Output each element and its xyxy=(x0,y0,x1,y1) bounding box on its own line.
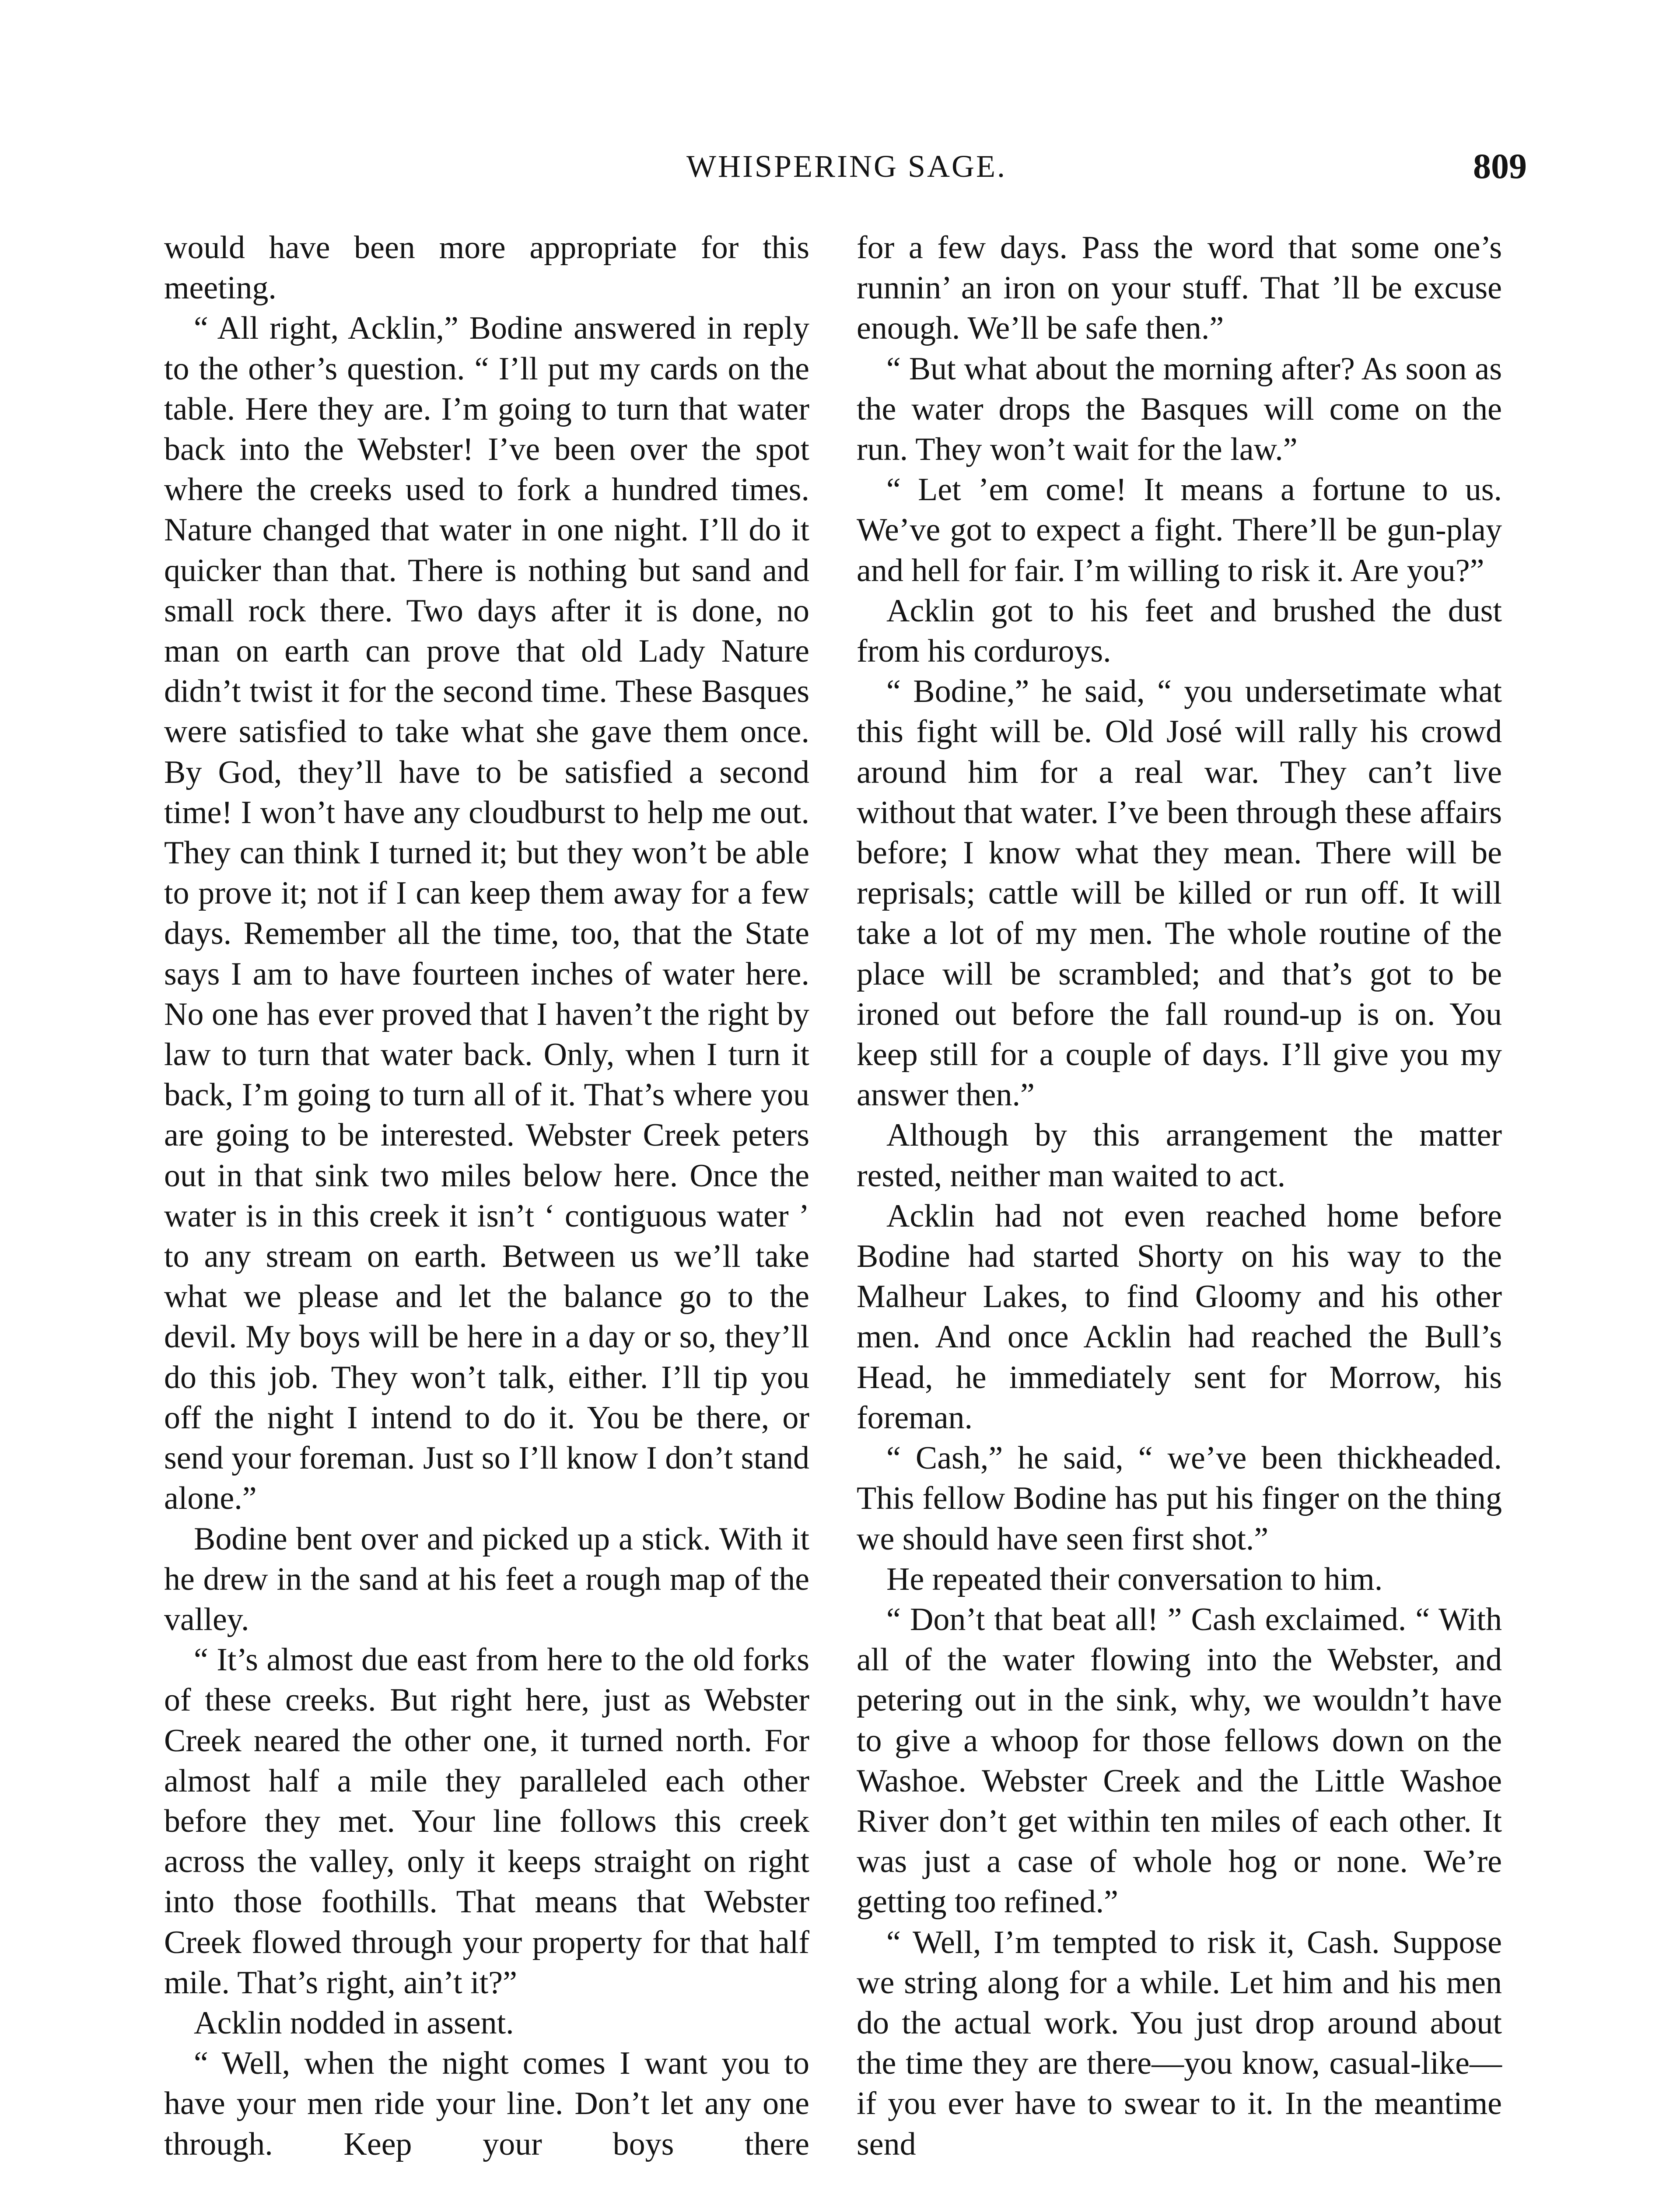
paragraph: “ Don’t that beat all! ” Cash exclaimed. “ With all of the water flowing into the Webster, and petering out in the sink, why, we wouldn’t have to give a whoop for those fellows down on the Washoe. Webster Creek and the Little Washoe River don’t get within ten miles of each other. It was just a case of whole hog or none. We’re getting too refined.” xyxy=(857,1601,1502,1920)
paragraph: Acklin got to his feet and brushed the dust from his corduroys. xyxy=(857,593,1502,670)
paragraph: “ Well, I’m tempted to risk it, Cash. Suppose we string along for a while. Let him and his men do the actual work. You just drop around about the time they are there—you know, casual-like—if you ever have to swear to it. In the meantime send xyxy=(857,1924,1502,2162)
paragraph: for a few days. Pass the word that some one’s runnin’ an iron on your stuff. That ’ll be excuse enough. We’ll be safe then.” xyxy=(857,230,1502,347)
paragraph: would have been more appropriate for this meeting. xyxy=(164,230,809,306)
paragraph: “ But what about the morning after? As soon as the water drops the Basques will come on the run. They won’t wait for the law.” xyxy=(857,351,1502,468)
paragraph: Acklin had not even reached home before Bodine had started Shorty on his way to the Malheur Lakes, to find Gloomy and his other men. And once Acklin had reached the Bull’s Head, he immediately sent for Morrow, his foreman. xyxy=(857,1198,1502,1436)
paragraph: “ All right, Acklin,” Bodine answered in reply to the other’s question. “ I’ll put my cards on the table. Here they are. I’m going to turn that water back into the Webster! I’ve been over the spot where the creeks used to fork a hundred times. Nature changed that water in one night. I’ll do it quicker than that. There is nothing but sand and small rock there. Two days after it is done, no man on earth can prove that old Lady Nature didn’t twist it for the second time. These Basques were satisfied to take what she gave them once. By God, they’ll have to be satisfied a second time! I won’t have any cloudburst to help me out. They can think I turned it; but they won’t be able to prove it; not if I can keep them away for a few days. Remember all the time, too, that the State says I am to have fourteen inches of water here. No one has ever proved that I haven’t the right by law to turn that water back. Only, when I turn it back, I’m going to turn all of it. That’s where you are going to be interested. Webster Creek peters out in that sink two miles below here. Once the water is in this creek it isn’t ‘ contiguous water ’ to any stream on earth. Between us we’ll take what we please and let the balance go to the devil. My boys will be here in a day or so, they’ll do this job. They won’t talk, either. I’ll tip you off the night I intend to do it. You be there, or send your foreman. Just so I’ll know I don’t stand alone.” xyxy=(164,310,809,1517)
page-number: 809 xyxy=(1473,146,1527,186)
paragraph: Bodine bent over and picked up a stick. With it he drew in the sand at his feet a rough map of the valley. xyxy=(164,1521,809,1637)
paragraph: “ It’s almost due east from here to the old forks of these creeks. But right here, just as Webster Creek neared the other one, it turned north. For almost half a mile they paralleled each other before they met. Your line follows this creek across the valley, only it keeps straight on right into those foothills. That means that Webster Creek flowed through your property for that half mile. That’s right, ain’t it?” xyxy=(164,1642,809,2001)
paragraph: “ Let ’em come! It means a fortune to us. We’ve got to expect a fight. There’ll be gun-play and hell for fair. I’m willing to risk it. Are you?” xyxy=(857,472,1502,589)
paragraph: He repeated their conversation to him. xyxy=(886,1561,1383,1597)
paragraph: Acklin nodded in assent. xyxy=(194,2005,514,2041)
left-column xyxy=(164,228,809,2164)
running-title: WHISPERING SAGE. xyxy=(686,149,1007,184)
paragraph: “ Well, when the night comes I want you to have your men ride your line. Don’t let any one through. Keep your boys there xyxy=(164,2045,809,2162)
paragraph: “ Bodine,” he said, “ you undersetimate what this fight will be. Old José will rally his crowd around him for a real war. They can’t live without that water. I’ve been through these affairs before; I know what they mean. There will be reprisals; cattle will be killed or run off. It will take a lot of my men. The whole routine of the place will be scrambled; and that’s got to be ironed out before the fall round-up is on. You keep still for a couple of days. I’ll give you my answer then.” xyxy=(857,673,1502,1113)
paragraph: “ Cash,” he said, “ we’ve been thickheaded. This fellow Bodine has put his finger on the thing we should have seen first shot.” xyxy=(857,1440,1502,1557)
page-header xyxy=(166,144,1527,188)
right-column xyxy=(857,228,1502,2164)
paragraph: Although by this arrangement the matter rested, neither man waited to act. xyxy=(857,1117,1502,1194)
